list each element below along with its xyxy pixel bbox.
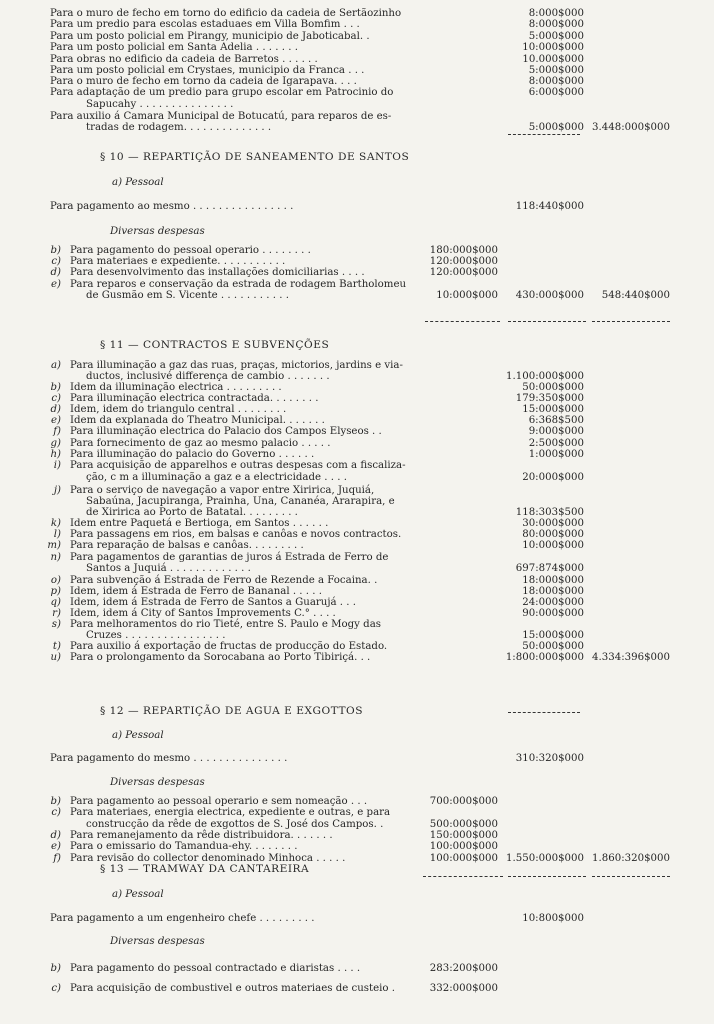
document-line <box>0 176 714 189</box>
item-letter: e) <box>50 279 61 290</box>
amount-col-2: 5:000$000 <box>528 122 584 133</box>
line-text: Para auxilio á Camara Municipal de Botucatú, para reparos de es- <box>50 111 392 122</box>
line-text: Para pagamento do pessoal operario . . . . . . . . <box>70 245 311 256</box>
section-heading: § 11 — CONTRACTOS E SUBVENÇÕES <box>100 339 330 351</box>
item-letter: b) <box>50 796 61 807</box>
line-text: Cruzes . . . . . . . . . . . . . . . . <box>86 630 226 641</box>
item-letter: c) <box>51 807 61 818</box>
total-rule <box>592 876 670 877</box>
line-text: Para pagamento a um engenheiro chefe . . . . . . . . . <box>50 913 315 924</box>
line-text: Sapucahy . . . . . . . . . . . . . . . <box>86 99 234 110</box>
item-letter: f) <box>53 853 61 864</box>
line-text: Para acquisição de combustivel e outros materiaes de custeio . <box>70 983 395 994</box>
amount-col-2: 2:500$000 <box>528 438 584 449</box>
amount-col-1: 100:000$000 <box>429 841 498 852</box>
line-text: Para reparos e conservação da estrada de rodagem Bartholomeu <box>70 279 407 290</box>
line-text: Para subvenção á Estrada de Ferro de Rezende a Focaina. . <box>70 575 378 586</box>
total-rule <box>423 876 503 877</box>
amount-col-2: 50:000$000 <box>522 382 584 393</box>
document-line <box>0 912 714 925</box>
line-text: Para pagamento do pessoal contractado e diaristas . . . . <box>70 963 361 974</box>
line-text: Para o muro de fecho em torno do edificio da cadeia de Sertãozinho <box>50 8 402 19</box>
item-letter: s) <box>51 619 61 630</box>
document-line <box>0 339 714 352</box>
amount-col-1: 120:000$000 <box>429 267 498 278</box>
amount-col-2: 10.000$000 <box>522 54 584 65</box>
total-rule <box>425 321 500 322</box>
total-rule <box>508 876 586 877</box>
amount-col-2: 118:303$500 <box>515 507 584 518</box>
amount-col-2: 10:000$000 <box>522 42 584 53</box>
total-rule <box>508 321 586 322</box>
amount-col-2: 1:800:000$000 <box>505 652 584 663</box>
line-text: Para pagamento do mesmo . . . . . . . . . . . . . . . <box>50 753 288 764</box>
amount-col-2: 18:000$000 <box>522 575 584 586</box>
amount-col-2: 15:000$000 <box>522 630 584 641</box>
amount-col-2: 8:000$000 <box>528 8 584 19</box>
item-letter: c) <box>51 983 61 994</box>
document-line <box>0 982 714 995</box>
line-text: Para reparação de balsas e canôas. . . . . . . . . <box>70 540 304 551</box>
amount-col-2: 9:000$000 <box>528 426 584 437</box>
amount-col-2: 10:800$000 <box>522 913 584 924</box>
document-line <box>0 151 714 164</box>
item-letter: m) <box>47 540 61 551</box>
amount-col-2: 1.100:000$000 <box>506 371 584 382</box>
amount-col-2: 24:000$000 <box>522 597 584 608</box>
amount-col-2: 430:000$000 <box>515 290 584 301</box>
line-text: Idem da illuminação electrica . . . . . . . . . <box>70 382 282 393</box>
line-text: Idem da explanada do Theatro Municipal. . . . . . . <box>70 415 325 426</box>
line-text: Para illuminação a gaz das ruas, praças, mictorios, jardins e via- <box>70 360 403 371</box>
line-text: Para um posto policial em Santa Adelia . . . . . . . <box>50 42 298 53</box>
line-text: Para o serviço de navegação a vapor entre Xiririca, Juquiá, <box>70 485 375 496</box>
amount-col-2: 5:000$000 <box>528 31 584 42</box>
amount-col-1: 332:000$000 <box>429 983 498 994</box>
line-text: Para materiaes e expediente. . . . . . . . . . . <box>70 256 286 267</box>
item-letter: d) <box>50 404 61 415</box>
amount-col-2: 5:000$000 <box>528 65 584 76</box>
item-letter: t) <box>52 641 61 652</box>
amount-col-2: 20:000$000 <box>522 472 584 483</box>
line-text: Para pagamentos de garantias de juros á Estrada de Ferro de <box>70 552 389 563</box>
item-letter: n) <box>50 552 61 563</box>
item-letter: k) <box>50 518 61 529</box>
document-line <box>0 752 714 765</box>
line-text: Para melhoramentos do rio Tieté, entre S. Paulo e Mogy das <box>70 619 382 630</box>
document-line <box>0 225 714 238</box>
item-letter: c) <box>51 256 61 267</box>
document-line <box>0 471 714 484</box>
item-letter: q) <box>50 597 61 608</box>
amount-col-2: 15:000$000 <box>522 404 584 415</box>
amount-col-3: 1.860:320$000 <box>592 853 670 864</box>
line-text: Idem, idem do triangulo central . . . . . . . . <box>70 404 287 415</box>
line-text: Idem, idem á City of Santos Improvements C.° . . . . <box>70 608 336 619</box>
amount-col-2: 8:000$000 <box>528 76 584 87</box>
line-text: Para o prolongamento da Sorocabana ao Porto Tibiriçá. . . <box>70 652 371 663</box>
item-letter: a) <box>50 360 61 371</box>
line-text: tradas de rodagem. . . . . . . . . . . . . . <box>86 122 272 133</box>
item-letter: e) <box>50 415 61 426</box>
amount-col-2: 1.550:000$000 <box>506 853 584 864</box>
document-line <box>0 888 714 901</box>
line-text: Para pagamento ao pessoal operario e sem nomeação . . . <box>70 796 368 807</box>
amount-col-2: 30:000$000 <box>522 518 584 529</box>
document-line <box>0 863 714 876</box>
line-text: Para illuminação electrica contractada. . . . . . . . <box>70 393 319 404</box>
line-text: Para um predio para escolas estaduaes em Villa Bomfim . . . <box>50 19 360 30</box>
amount-col-2: 1:000$000 <box>528 449 584 460</box>
item-letter: d) <box>50 830 61 841</box>
line-text: Sabaúna, Jacupiranga, Prainha, Una, Cananéa, Ararapira, e <box>86 496 395 507</box>
subsection-heading: Diversas despesas <box>110 226 205 237</box>
line-text: Idem entre Paquetá e Bertioga, em Santos . . . . . . <box>70 518 329 529</box>
line-text: Para remanejamento da rêde distribuidora. . . . . . . <box>70 830 333 841</box>
amount-col-1: 180:000$000 <box>429 245 498 256</box>
line-text: de Xiririca ao Porto de Batatal. . . . . . . . . <box>86 507 298 518</box>
total-rule <box>508 134 580 135</box>
item-letter: l) <box>53 529 61 540</box>
line-text: Para obras no edificio da cadeia de Barretos . . . . . . <box>50 54 318 65</box>
line-text: Para pagamento ao mesmo . . . . . . . . . . . . . . . . <box>50 201 294 212</box>
item-letter: p) <box>50 586 61 597</box>
item-letter: d) <box>50 267 61 278</box>
section-heading: § 12 — REPARTIÇÃO DE AGUA E EXGOTTOS <box>100 705 363 717</box>
item-letter: c) <box>51 393 61 404</box>
amount-col-1: 700:000$000 <box>429 796 498 807</box>
item-letter: h) <box>50 449 61 460</box>
line-text: Para illuminação electrica do Palacio dos Campos Elyseos . . <box>70 426 382 437</box>
amount-col-1: 100:000$000 <box>429 853 498 864</box>
item-letter: e) <box>50 841 61 852</box>
amount-col-2: 8:000$000 <box>528 19 584 30</box>
line-text: Para desenvolvimento das installações domiciliarias . . . . <box>70 267 365 278</box>
subsection-heading: Diversas despesas <box>110 777 205 788</box>
section-heading: § 10 — REPARTIÇÃO DE SANEAMENTO DE SANTOS <box>100 151 410 163</box>
amount-col-3: 548:440$000 <box>601 290 670 301</box>
amount-col-2: 310:320$000 <box>515 753 584 764</box>
amount-col-2: 179:350$000 <box>515 393 584 404</box>
line-text: Para fornecimento de gaz ao mesmo palacio . . . . . <box>70 438 331 449</box>
amount-col-2: 118:440$000 <box>515 201 584 212</box>
line-text: Para um posto policial em Pirangy, municipio de Jaboticabal. . <box>50 31 370 42</box>
amount-col-1: 283:200$000 <box>429 963 498 974</box>
document-line <box>0 651 714 664</box>
item-letter: i) <box>53 460 61 471</box>
amount-col-2: 697:874$000 <box>515 563 584 574</box>
item-letter: b) <box>50 245 61 256</box>
line-text: Para illuminação do palacio do Governo . . . . . . <box>70 449 315 460</box>
document-line <box>0 962 714 975</box>
amount-col-3: 3.448:000$000 <box>592 122 670 133</box>
amount-col-1: 120:000$000 <box>429 256 498 267</box>
line-text: Idem, idem á Estrada de Ferro de Bananal . . . . . <box>70 586 322 597</box>
item-letter: b) <box>50 963 61 974</box>
total-rule <box>508 712 580 713</box>
subsection-heading: Diversas despesas <box>110 936 205 947</box>
line-text: Para um posto policial em Crystaes, municipio da Franca . . . <box>50 65 365 76</box>
line-text: Para adaptação de um predio para grupo escolar em Patrocinio do <box>50 87 394 98</box>
document-line <box>0 289 714 302</box>
line-text: Para o muro de fecho em torno da cadeia de Igarapava. . . . <box>50 76 357 87</box>
line-text: ção, c m a illuminação a gaz e a electricidade . . . . <box>86 472 347 483</box>
line-text: Para o emissario do Tamandua-ehy. . . . . . . . <box>70 841 298 852</box>
item-letter: j) <box>53 485 61 496</box>
amount-col-1: 500:000$000 <box>429 819 498 830</box>
document-line <box>0 729 714 742</box>
line-text: Para revisão do collector denominado Minhoca . . . . . <box>70 853 346 864</box>
item-letter: g) <box>50 438 61 449</box>
line-text: Para materiaes, energia electrica, expediente e outras, e para <box>70 807 391 818</box>
line-text: ductos, inclusivé differença de cambio . . . . . . . <box>86 371 330 382</box>
amount-col-2: 18:000$000 <box>522 586 584 597</box>
document-line <box>0 121 714 134</box>
amount-col-2: 90:000$000 <box>522 608 584 619</box>
amount-col-2: 6:368$500 <box>528 415 584 426</box>
amount-col-2: 6:000$000 <box>528 87 584 98</box>
line-text: Idem, idem á Estrada de Ferro de Santos a Guarujá . . . <box>70 597 356 608</box>
line-text: Para auxilio á exportação de fructas de producção do Estado. <box>70 641 388 652</box>
amount-col-1: 10:000$000 <box>436 290 498 301</box>
subsection-heading: a) Pessoal <box>112 177 164 188</box>
item-letter: u) <box>50 652 61 663</box>
amount-col-2: 80:000$000 <box>522 529 584 540</box>
document-line <box>0 776 714 789</box>
line-text: Para acquisição de apparelhos e outras despesas com a fiscaliza- <box>70 460 406 471</box>
amount-col-2: 50:000$000 <box>522 641 584 652</box>
line-text: de Gusmão em S. Vicente . . . . . . . . . . . <box>86 290 289 301</box>
section-heading: § 13 — TRAMWAY DA CANTAREIRA <box>100 863 310 875</box>
line-text: Santos a Juquiá . . . . . . . . . . . . . <box>86 563 251 574</box>
item-letter: f) <box>53 426 61 437</box>
document-line <box>0 705 714 718</box>
item-letter: b) <box>50 382 61 393</box>
total-rule <box>592 321 670 322</box>
line-text: Para passagens em rios, em balsas e canôas e novos contractos. <box>70 529 402 540</box>
document-line <box>0 935 714 948</box>
amount-col-2: 10:000$000 <box>522 540 584 551</box>
subsection-heading: a) Pessoal <box>112 730 164 741</box>
subsection-heading: a) Pessoal <box>112 889 164 900</box>
amount-col-3: 4.334:396$000 <box>592 652 670 663</box>
line-text: construcção da rêde de exgottos de S. José dos Campos. . <box>86 819 384 830</box>
item-letter: o) <box>50 575 61 586</box>
amount-col-1: 150:000$000 <box>429 830 498 841</box>
document-line <box>0 200 714 213</box>
item-letter: r) <box>52 608 61 619</box>
